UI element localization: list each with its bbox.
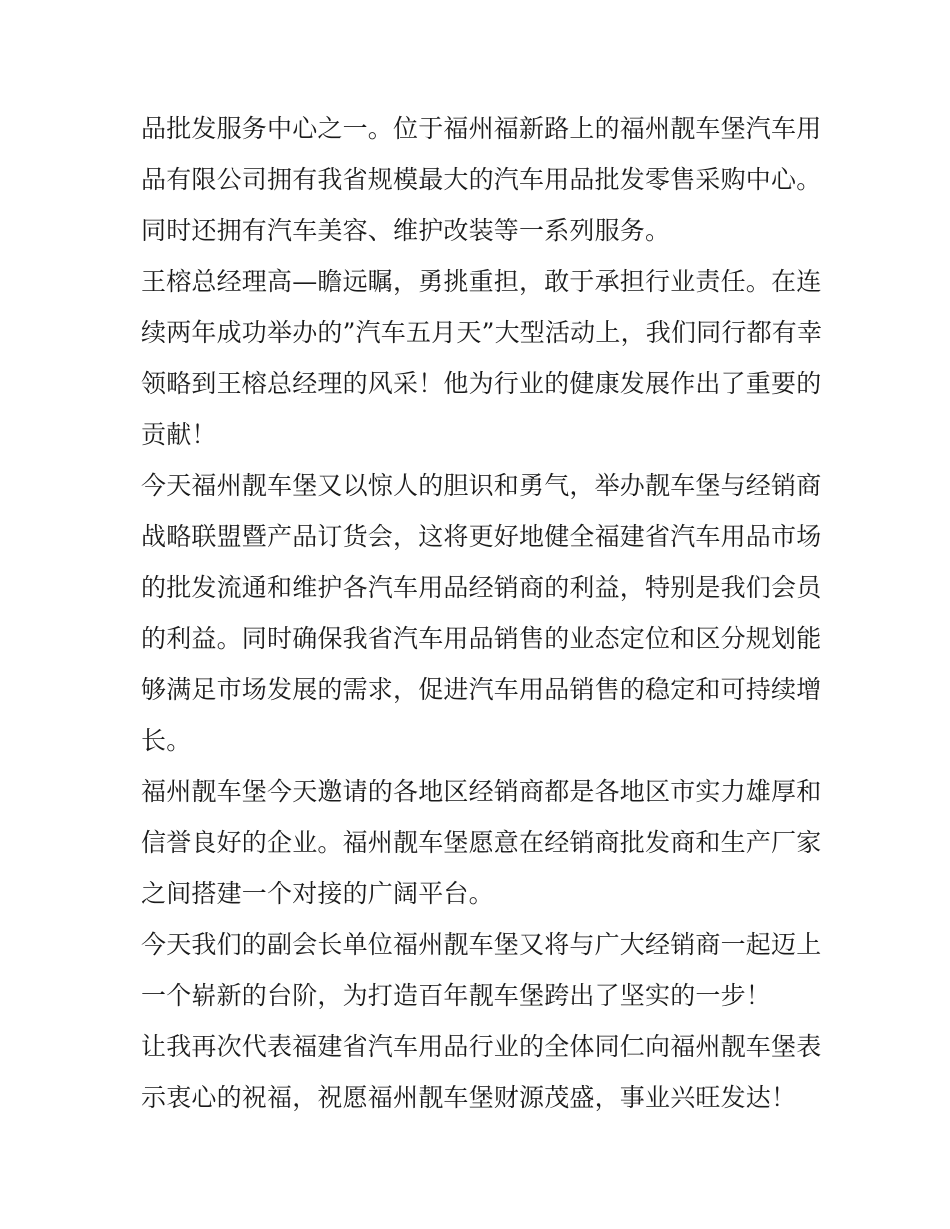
text-line: 今天我们的副会长单位福州靓车堡又将与广大经销商一起迈上 bbox=[141, 930, 822, 959]
text-line: 的批发流通和维护各汽车用品经销商的利益，特别是我们会员 bbox=[141, 573, 822, 602]
text-line: 王榕总经理高—瞻远瞩，勇挑重担，敢于承担行业责任。在连 bbox=[141, 267, 822, 296]
text-line: 今天福州靓车堡又以惊人的胆识和勇气，举办靓车堡与经销商 bbox=[141, 471, 822, 500]
text-line: 长。 bbox=[141, 726, 192, 755]
text-line: 续两年成功举办的”汽车五月天”大型活动上，我们同行都有幸 bbox=[141, 318, 823, 347]
text-line: 一个崭新的台阶，为打造百年靓车堡跨出了坚实的一步！ bbox=[141, 981, 772, 1010]
text-line: 示衷心的祝福，祝愿福州靓车堡财源茂盛，事业兴旺发达！ bbox=[141, 1083, 797, 1112]
text-line: 够满足市场发展的需求，促进汽车用品销售的稳定和可持续增 bbox=[141, 675, 822, 704]
text-line: 之间搭建一个对接的广阔平台。 bbox=[141, 879, 494, 908]
text-line: 让我再次代表福建省汽车用品行业的全体同仁向福州靓车堡表 bbox=[141, 1032, 822, 1061]
text-line: 的利益。同时确保我省汽车用品销售的业态定位和区分规划能 bbox=[141, 624, 822, 653]
text-line: 品批发服务中心之一。位于福州福新路上的福州靓车堡汽车用 bbox=[141, 114, 822, 143]
text-line: 福州靓车堡今天邀请的各地区经销商都是各地区市实力雄厚和 bbox=[141, 777, 822, 806]
document-body bbox=[141, 103, 821, 1123]
text-line: 信誉良好的企业。福州靓车堡愿意在经销商批发商和生产厂家 bbox=[141, 828, 822, 857]
text-line: 领略到王榕总经理的风采！他为行业的健康发展作出了重要的 bbox=[141, 369, 822, 398]
text-line: 战略联盟暨产品订货会，这将更好地健全福建省汽车用品市场 bbox=[141, 522, 822, 551]
text-line: 贡献！ bbox=[141, 420, 217, 449]
text-line: 同时还拥有汽车美容、维护改装等一系列服务。 bbox=[141, 216, 671, 245]
text-line: 品有限公司拥有我省规模最大的汽车用品批发零售采购中心。 bbox=[141, 165, 822, 194]
